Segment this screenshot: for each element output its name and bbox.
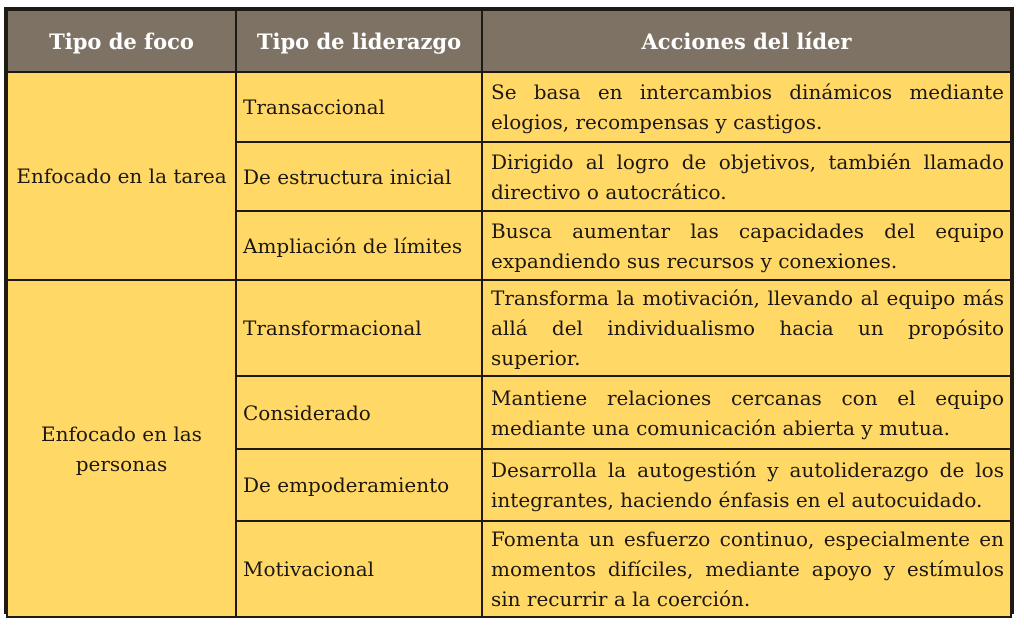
leadership-table-frame	[4, 7, 1014, 614]
leadership-type-cell: Transaccional	[236, 72, 482, 142]
leadership-type-cell: De estructura inicial	[236, 142, 482, 211]
header-row	[7, 10, 1011, 72]
leadership-type-cell: De empoderamiento	[236, 449, 482, 521]
leader-actions-cell: Desarrolla la autogestión y autoliderazgo de los integrantes, haciendo énfasis en el autocuidado.	[482, 449, 1011, 521]
leader-actions-cell: Transforma la motivación, llevando al equipo más allá del individualismo hacia un propósito superior.	[482, 280, 1011, 376]
focus-cell-task: Enfocado en la tarea	[7, 72, 236, 280]
table-row	[7, 72, 1011, 142]
table-row	[7, 280, 1011, 376]
leader-actions-cell: Mantiene relaciones cercanas con el equipo mediante una comunicación abierta y mutua.	[482, 376, 1011, 449]
leader-actions-cell: Busca aumentar las capacidades del equipo expandiendo sus recursos y conexiones.	[482, 211, 1011, 280]
header-focus-type: Tipo de foco	[7, 10, 236, 72]
leadership-type-cell: Considerado	[236, 376, 482, 449]
leadership-type-cell: Transformacional	[236, 280, 482, 376]
leadership-type-cell: Motivacional	[236, 521, 482, 617]
header-leader-actions: Acciones del líder	[482, 10, 1011, 72]
leader-actions-cell: Fomenta un esfuerzo continuo, especialmente en momentos difíciles, mediante apoyo y estímulos sin recurrir a la coerción.	[482, 521, 1011, 617]
leader-actions-cell: Se basa en intercambios dinámicos mediante elogios, recompensas y castigos.	[482, 72, 1011, 142]
focus-cell-people: Enfocado en las personas	[7, 280, 236, 617]
leadership-types-table	[6, 9, 1012, 618]
leadership-type-cell: Ampliación de límites	[236, 211, 482, 280]
leader-actions-cell: Dirigido al logro de objetivos, también llamado directivo o autocrático.	[482, 142, 1011, 211]
header-leadership-type: Tipo de liderazgo	[236, 10, 482, 72]
